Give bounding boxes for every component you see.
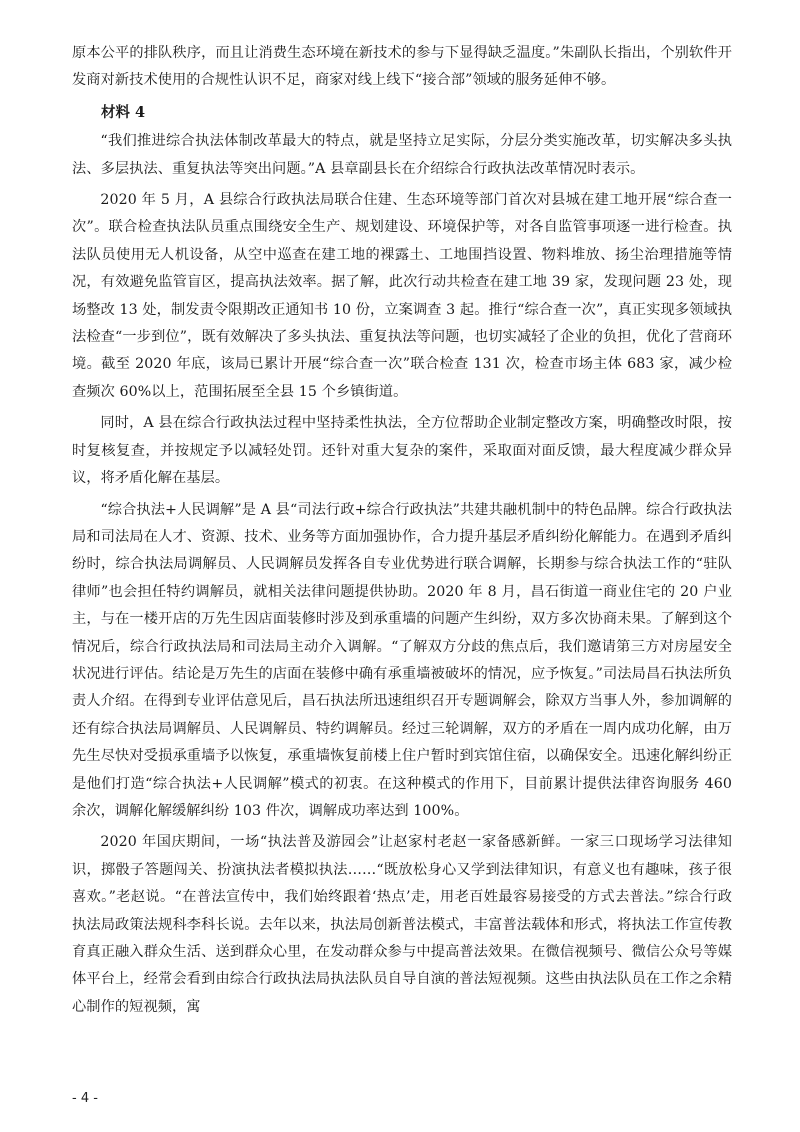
paragraph-mediation: “综合执法+人民调解”是 A 县“司法行政+综合行政执法”共建共融机制中的特色品牌。综合行政执法局和司法局在人才、资源、技术、业务等方面加强协作，合力提升基层矛盾纠纷化解能力。在遇到矛盾纠纷时，综合执法局调解员、人民调解员发挥各自专业优势进行联合调解，长期参与综合执法工作的“驻队律师”也会担任特约调解员，就相关法律问题提供协助。2020 年 8 月，昌石街道一商业住宅的 20 户业主，与在一楼开店的万先生因店面装修时涉及到承重墙的问题产生纠纷，双方多次协商未果。了解到这个情况后，综合行政执法局和司法局主动介入调解。“了解双方分歧的焦点后，我们邀请第三方对房屋安全状况进行评估。结论是万先生的店面在装修中确有承重墙被破坏的情况，应予恢复。”司法局昌石执法所负责人介绍。在得到专业评估意见后，昌石执法所迅速组织召开专题调解会，除双方当事人外，参加调解的还有综合执法局调解员、人民调解员、特约调解员。经过三轮调解，双方的矛盾在一周内成功化解，由万先生尽快对受损承重墙予以恢复，承重墙恢复前楼上住户暂时到宾馆住宿，以确保安全。迅速化解纠纷正是他们打造“综合执法+人民调解”模式的初衷。在这种模式的作用下，目前累计提供法律咨询服务 460 余次，调解化解缓解纠纷 103 件次，调解成功率达到 100%。	[72, 501, 732, 819]
section-heading-material-4: 材料 4	[101, 103, 146, 121]
paragraph-legal-education: 2020 年国庆期间，一场“执法普及游园会”让赵家村老赵一家备感新鲜。一家三口现场学习法律知识，掷骰子答题闯关、扮演执法者模拟执法……“既放松身心又学到法律知识，有意义也有趣味，孩子很喜欢。”老赵说。“在普法宣传中，我们始终跟着‘热点’走，用老百姓最容易接受的方式去普法。”综合行政执法局政策法规科李科长说。去年以来，执法局创新普法模式，丰富普法载体和形式，将执法工作宣传教育真正融入群众生活、送到群众心里，在发动群众参与中提高普法效果。在微信视频号、微信公众号等媒体平台上，经常会看到由综合行政执法局执法队员自导自演的普法短视频。这些由执法队员在工作之余精心制作的短视频，寓	[72, 834, 732, 1015]
paragraph-flexible-enforcement: 同时，A 县在综合行政执法过程中坚持柔性执法，全方位帮助企业制定整改方案，明确整改时限，按时复核复查，并按规定予以减轻处罚。还针对重大复杂的案件，采取面对面反馈，最大程度减少群众异议，将矛盾化解在基层。	[72, 415, 732, 487]
paragraph-quote-deputy-county-head: “我们推进综合执法体制改革最大的特点，就是坚持立足实际，分层分类实施改革，切实解决多头执法、多层执法、重复执法等突出问题。”A 县章副县长在介绍综合行政执法改革情况时表示。	[72, 133, 732, 177]
document-body	[72, 40, 732, 1025]
page-number: - 4 -	[72, 1091, 98, 1106]
paragraph-continuation: 原本公平的排队秩序，而且让消费生态环境在新技术的参与下显得缺乏温度。”朱副队长指出，个别软件开发商对新技术使用的合规性认识不足，商家对线上线下“接合部”领域的服务延伸不够。	[72, 45, 732, 89]
paragraph-joint-inspection: 2020 年 5 月，A 县综合行政执法局联合住建、生态环境等部门首次对县城在建工地开展“综合查一次”。联合检查执法队员重点围绕安全生产、规划建设、环境保护等，对各自监管事项逐一进行检查。执法队员使用无人机设备，从空中巡查在建工地的裸露土、工地围挡设置、物料堆放、扬尘治理措施等情况，有效避免监管盲区，提高执法效率。据了解，此次行动共检查在建工地 39 家，发现问题 23 处，现场整改 13 处，制发责令限期改正通知书 10 份，立案调查 3 起。推行“综合查一次”，真正实现多领域执法检查“一步到位”，既有效解决了多头执法、重复执法等问题，也切实减轻了企业的负担，优化了营商环境。截至 2020 年底，该局已累计开展“综合查一次”联合检查 131 次，检查市场主体 683 家，减少检查频次 60%以上，范围拓展至全县 15 个乡镇街道。	[72, 192, 732, 400]
